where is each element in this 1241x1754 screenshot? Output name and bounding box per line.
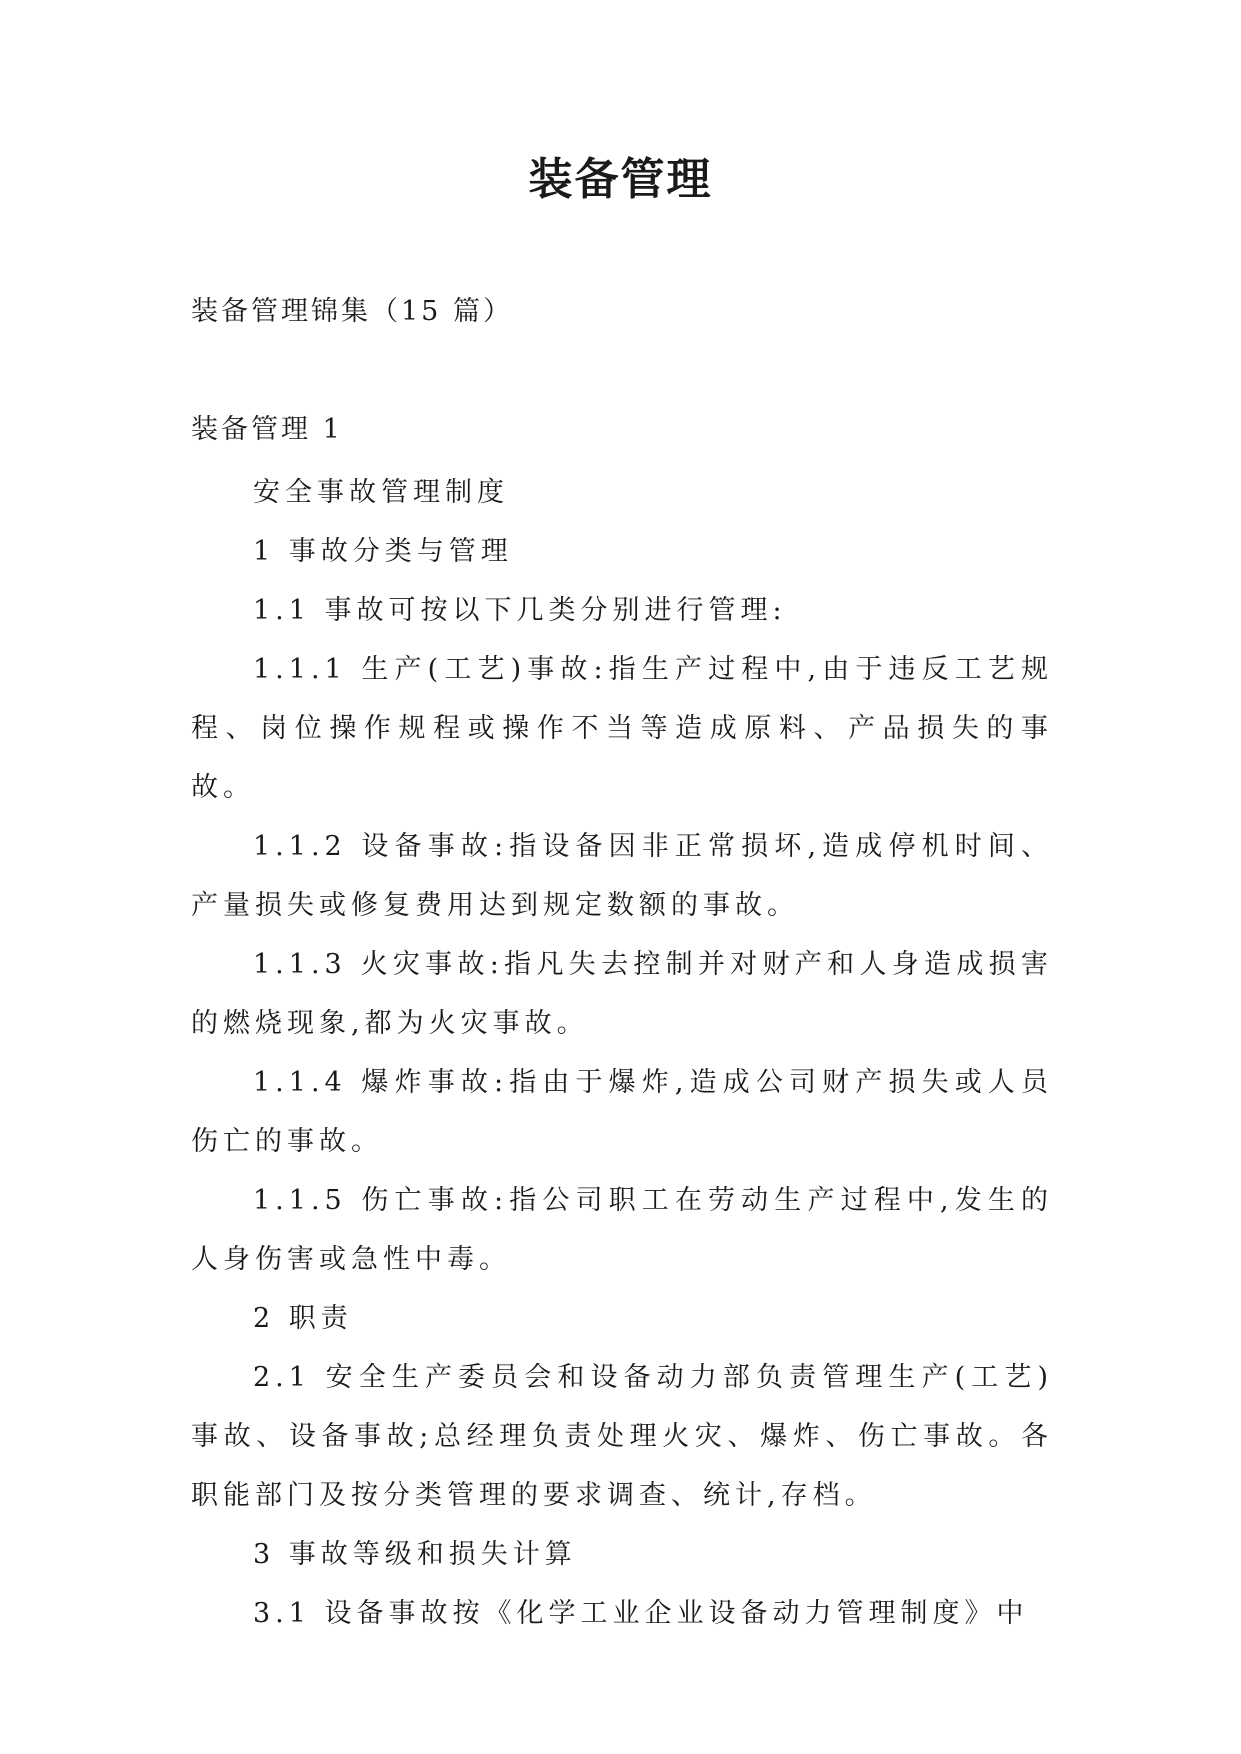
paragraph: 1 事故分类与管理 xyxy=(253,536,513,567)
document-title: 装备管理 xyxy=(528,154,713,205)
paragraph: 2.1 安全生产委员会和设备动力部负责管理生产(工艺)事故、设备事故;总经理负责处理火灾、爆炸、伤亡事故。各职能部门及按分类管理的要求调查、统计,存档。 xyxy=(191,1362,1053,1511)
paragraph: 1.1 事故可按以下几类分别进行管理: xyxy=(253,595,787,626)
paragraph: 2 职责 xyxy=(253,1303,353,1334)
paragraph: 安全事故管理制度 xyxy=(253,477,509,508)
paragraph: 1.1.2 设备事故:指设备因非正常损坏,造成停机时间、产量损失或修复费用达到规定数额的事故。 xyxy=(191,831,1053,921)
paragraph: 1.1.1 生产(工艺)事故:指生产过程中,由于违反工艺规程、岗位操作规程或操作不当等造成原料、产品损失的事故。 xyxy=(191,654,1053,803)
document-body xyxy=(191,463,1053,1643)
collection-subtitle: 装备管理锦集（15 篇） xyxy=(191,296,513,327)
section-heading: 装备管理 1 xyxy=(191,414,343,445)
paragraph: 1.1.4 爆炸事故:指由于爆炸,造成公司财产损失或人员伤亡的事故。 xyxy=(191,1067,1053,1157)
paragraph: 3.1 设备事故按《化学工业企业设备动力管理制度》中 xyxy=(253,1598,1029,1629)
paragraph: 3 事故等级和损失计算 xyxy=(253,1539,577,1570)
paragraph: 1.1.3 火灾事故:指凡失去控制并对财产和人身造成损害的燃烧现象,都为火灾事故。 xyxy=(191,949,1053,1039)
paragraph: 1.1.5 伤亡事故:指公司职工在劳动生产过程中,发生的人身伤害或急性中毒。 xyxy=(191,1185,1053,1275)
